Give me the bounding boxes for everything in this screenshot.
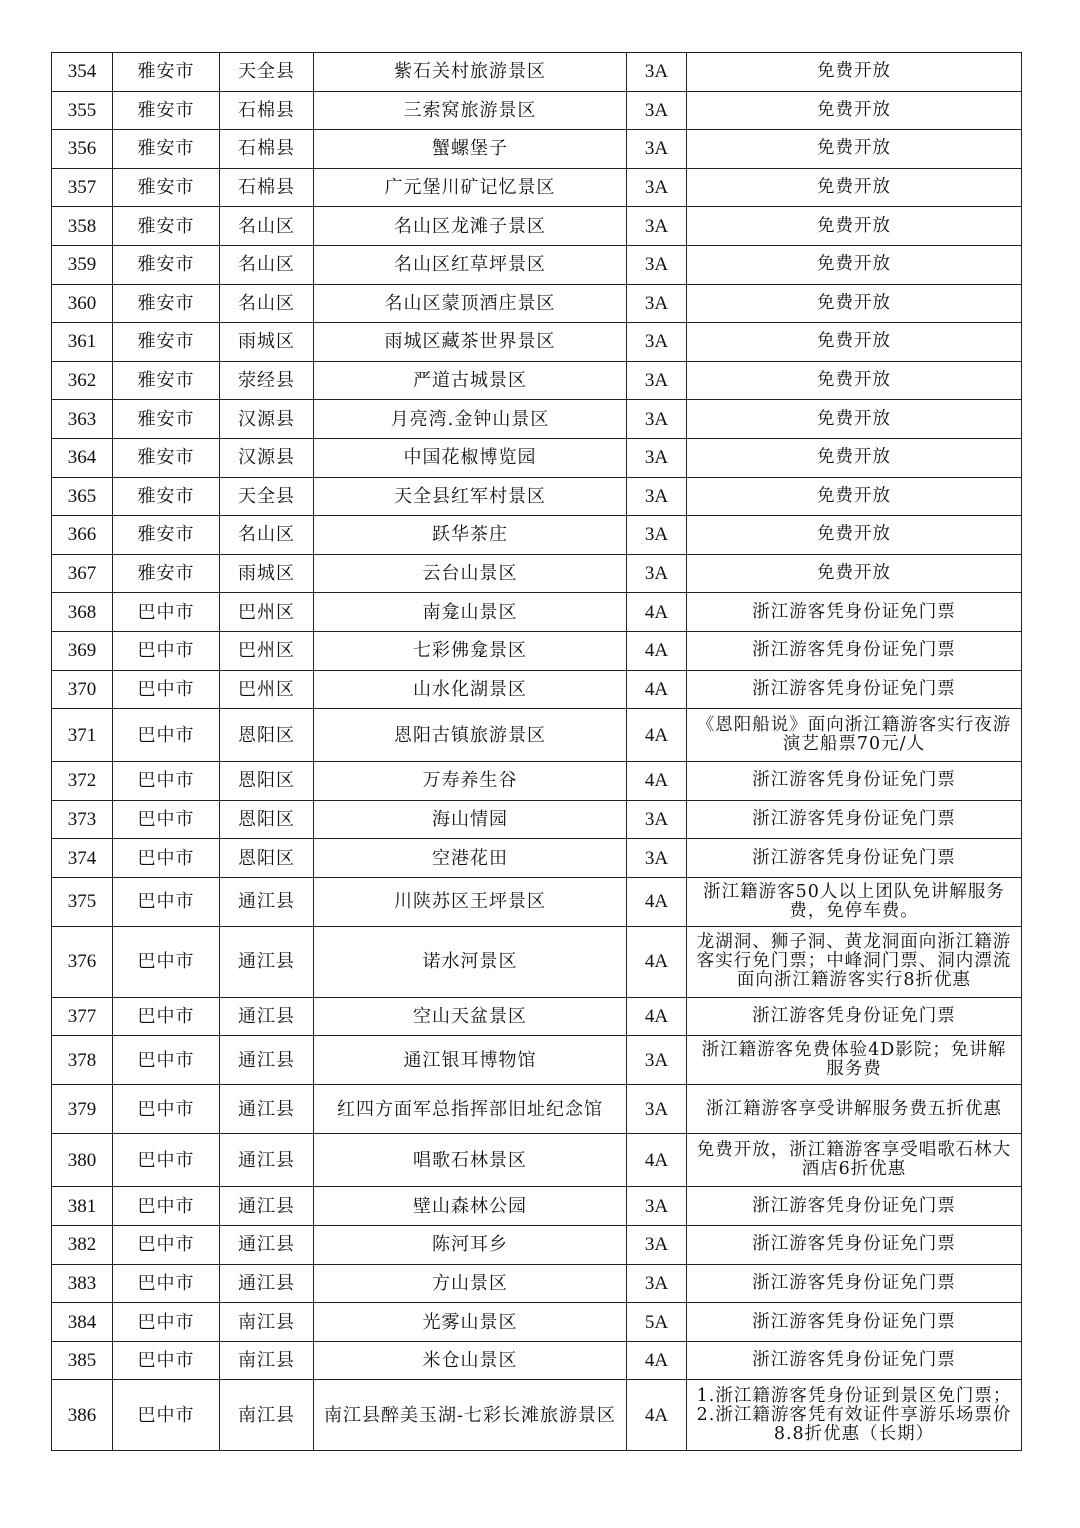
row-number-cell: 383 [52,1264,113,1303]
city-cell: 巴中市 [113,877,220,926]
policy-cell: 浙江游客凭身份证免门票 [687,800,1022,839]
county-cell: 荥经县 [220,361,314,400]
grade-cell: 4A [627,709,687,762]
county-cell: 巴州区 [220,631,314,670]
city-cell: 雅安市 [113,361,220,400]
city-cell: 雅安市 [113,130,220,169]
table-row [52,1380,1022,1451]
scenic-spot-cell: 陈河耳乡 [314,1226,627,1265]
grade-cell: 3A [627,1264,687,1303]
policy-cell: 浙江游客凭身份证免门票 [687,1341,1022,1380]
grade-cell: 4A [627,877,687,926]
table-row [52,400,1022,439]
grade-cell: 4A [627,1341,687,1380]
row-number-cell: 366 [52,516,113,555]
table-row [52,1085,1022,1134]
scenic-spot-cell: 紫石关村旅游景区 [314,53,627,92]
county-cell: 通江县 [220,997,314,1036]
city-cell: 巴中市 [113,839,220,878]
city-cell: 雅安市 [113,477,220,516]
grade-cell: 3A [627,1187,687,1226]
policy-cell: 免费开放 [687,477,1022,516]
policy-cell: 浙江籍游客50人以上团队免讲解服务费，免停车费。 [687,877,1022,926]
city-cell: 巴中市 [113,631,220,670]
table-row [52,438,1022,477]
row-number-cell: 357 [52,168,113,207]
table-row [52,361,1022,400]
table-row [52,207,1022,246]
table-row [52,130,1022,169]
policy-cell: 浙江游客凭身份证免门票 [687,1303,1022,1342]
policy-cell: 免费开放 [687,91,1022,130]
row-number-cell: 379 [52,1085,113,1134]
scenic-spot-cell: 七彩佛龛景区 [314,631,627,670]
policy-cell: 免费开放 [687,400,1022,439]
row-number-cell: 363 [52,400,113,439]
grade-cell: 4A [627,670,687,709]
city-cell: 巴中市 [113,1036,220,1085]
policy-cell: 免费开放 [687,554,1022,593]
county-cell: 通江县 [220,877,314,926]
grade-cell: 3A [627,1085,687,1134]
row-number-cell: 371 [52,709,113,762]
county-cell: 雨城区 [220,323,314,362]
city-cell: 巴中市 [113,593,220,632]
county-cell: 通江县 [220,1085,314,1134]
row-number-cell: 360 [52,284,113,323]
city-cell: 巴中市 [113,1226,220,1265]
scenic-spot-cell: 海山情园 [314,800,627,839]
row-number-cell: 359 [52,245,113,284]
table-row [52,877,1022,926]
scenic-spot-cell: 雨城区藏茶世界景区 [314,323,627,362]
policy-cell: 1.浙江籍游客凭身份证到景区免门票；2.浙江籍游客凭有效证件享游乐场票价8.8折优惠（长期） [687,1380,1022,1451]
policy-cell: 浙江游客凭身份证免门票 [687,593,1022,632]
county-cell: 名山区 [220,207,314,246]
grade-cell: 3A [627,1036,687,1085]
table-row [52,1341,1022,1380]
grade-cell: 4A [627,1380,687,1451]
grade-cell: 3A [627,284,687,323]
policy-cell: 免费开放 [687,323,1022,362]
city-cell: 巴中市 [113,1341,220,1380]
county-cell: 天全县 [220,477,314,516]
table-row [52,1264,1022,1303]
county-cell: 通江县 [220,926,314,997]
city-cell: 雅安市 [113,284,220,323]
city-cell: 巴中市 [113,670,220,709]
row-number-cell: 376 [52,926,113,997]
grade-cell: 4A [627,926,687,997]
grade-cell: 3A [627,361,687,400]
county-cell: 天全县 [220,53,314,92]
table-row [52,245,1022,284]
grade-cell: 3A [627,400,687,439]
policy-cell: 浙江籍游客免费体验4D影院；免讲解服务费 [687,1036,1022,1085]
scenic-spot-cell: 三索窝旅游景区 [314,91,627,130]
county-cell: 名山区 [220,245,314,284]
grade-cell: 3A [627,477,687,516]
grade-cell: 3A [627,438,687,477]
policy-cell: 免费开放 [687,438,1022,477]
scenic-spot-cell: 唱歌石林景区 [314,1134,627,1187]
table-row [52,284,1022,323]
row-number-cell: 384 [52,1303,113,1342]
policy-cell: 浙江游客凭身份证免门票 [687,762,1022,801]
city-cell: 雅安市 [113,554,220,593]
scenic-spot-cell: 空港花田 [314,839,627,878]
row-number-cell: 362 [52,361,113,400]
city-cell: 雅安市 [113,323,220,362]
scenic-spot-cell: 空山天盆景区 [314,997,627,1036]
grade-cell: 4A [627,1134,687,1187]
city-cell: 巴中市 [113,709,220,762]
table-body [52,53,1022,1451]
scenic-spot-cell: 天全县红军村景区 [314,477,627,516]
table-row [52,1303,1022,1342]
scenic-spot-cell: 月亮湾.金钟山景区 [314,400,627,439]
row-number-cell: 372 [52,762,113,801]
grade-cell: 3A [627,130,687,169]
scenic-spot-cell: 名山区蒙顶酒庄景区 [314,284,627,323]
policy-cell: 龙湖洞、狮子洞、黄龙洞面向浙江籍游客实行免门票；中峰洞门票、洞内漂流面向浙江籍游客实行8折优惠 [687,926,1022,997]
scenic-spot-cell: 红四方面军总指挥部旧址纪念馆 [314,1085,627,1134]
city-cell: 巴中市 [113,926,220,997]
policy-cell: 免费开放 [687,284,1022,323]
city-cell: 雅安市 [113,53,220,92]
table-row [52,554,1022,593]
policy-cell: 免费开放 [687,168,1022,207]
grade-cell: 3A [627,323,687,362]
scenic-spot-cell: 中国花椒博览园 [314,438,627,477]
policy-cell: 浙江游客凭身份证免门票 [687,997,1022,1036]
county-cell: 汉源县 [220,438,314,477]
city-cell: 巴中市 [113,1134,220,1187]
county-cell: 南江县 [220,1380,314,1451]
grade-cell: 3A [627,53,687,92]
policy-cell: 浙江游客凭身份证免门票 [687,839,1022,878]
table-row [52,1187,1022,1226]
row-number-cell: 365 [52,477,113,516]
county-cell: 恩阳区 [220,762,314,801]
table-row [52,709,1022,762]
city-cell: 雅安市 [113,516,220,555]
county-cell: 恩阳区 [220,839,314,878]
table-row [52,168,1022,207]
policy-cell: 浙江游客凭身份证免门票 [687,670,1022,709]
grade-cell: 5A [627,1303,687,1342]
county-cell: 通江县 [220,1187,314,1226]
scenic-spot-cell: 壁山森林公园 [314,1187,627,1226]
city-cell: 巴中市 [113,800,220,839]
row-number-cell: 356 [52,130,113,169]
scenic-spot-cell: 万寿养生谷 [314,762,627,801]
county-cell: 名山区 [220,516,314,555]
city-cell: 巴中市 [113,1187,220,1226]
table-row [52,800,1022,839]
row-number-cell: 378 [52,1036,113,1085]
row-number-cell: 373 [52,800,113,839]
policy-cell: 浙江游客凭身份证免门票 [687,631,1022,670]
scenic-spot-cell: 光雾山景区 [314,1303,627,1342]
grade-cell: 4A [627,593,687,632]
policy-cell: 浙江籍游客享受讲解服务费五折优惠 [687,1085,1022,1134]
policy-cell: 免费开放 [687,53,1022,92]
row-number-cell: 355 [52,91,113,130]
scenic-spot-cell: 严道古城景区 [314,361,627,400]
city-cell: 雅安市 [113,400,220,439]
scenic-spot-cell: 南龛山景区 [314,593,627,632]
county-cell: 石棉县 [220,130,314,169]
table-row [52,53,1022,92]
city-cell: 巴中市 [113,1380,220,1451]
county-cell: 南江县 [220,1303,314,1342]
scenic-spot-cell: 跃华茶庄 [314,516,627,555]
row-number-cell: 377 [52,997,113,1036]
scenic-spot-cell: 诺水河景区 [314,926,627,997]
county-cell: 通江县 [220,1036,314,1085]
grade-cell: 3A [627,839,687,878]
scenic-spot-cell: 米仓山景区 [314,1341,627,1380]
county-cell: 巴州区 [220,593,314,632]
county-cell: 巴州区 [220,670,314,709]
scenic-spot-cell: 蟹螺堡子 [314,130,627,169]
row-number-cell: 385 [52,1341,113,1380]
grade-cell: 4A [627,997,687,1036]
city-cell: 雅安市 [113,438,220,477]
scenic-spot-cell: 云台山景区 [314,554,627,593]
table-row [52,323,1022,362]
row-number-cell: 369 [52,631,113,670]
grade-cell: 3A [627,245,687,284]
county-cell: 通江县 [220,1264,314,1303]
row-number-cell: 375 [52,877,113,926]
scenic-spot-cell: 名山区红草坪景区 [314,245,627,284]
row-number-cell: 382 [52,1226,113,1265]
policy-cell: 浙江游客凭身份证免门票 [687,1187,1022,1226]
policy-cell: 浙江游客凭身份证免门票 [687,1226,1022,1265]
county-cell: 通江县 [220,1226,314,1265]
policy-cell: 《恩阳船说》面向浙江籍游客实行夜游演艺船票70元/人 [687,709,1022,762]
table-row [52,1226,1022,1265]
county-cell: 恩阳区 [220,709,314,762]
city-cell: 巴中市 [113,1085,220,1134]
row-number-cell: 370 [52,670,113,709]
scenic-spot-table [51,52,1022,1451]
city-cell: 巴中市 [113,762,220,801]
grade-cell: 4A [627,631,687,670]
table-row [52,762,1022,801]
scenic-spot-cell: 广元堡川矿记忆景区 [314,168,627,207]
row-number-cell: 367 [52,554,113,593]
county-cell: 通江县 [220,1134,314,1187]
county-cell: 恩阳区 [220,800,314,839]
county-cell: 雨城区 [220,554,314,593]
county-cell: 南江县 [220,1341,314,1380]
policy-cell: 免费开放，浙江籍游客享受唱歌石林大酒店6折优惠 [687,1134,1022,1187]
policy-cell: 免费开放 [687,130,1022,169]
table-row [52,631,1022,670]
scenic-spot-cell: 恩阳古镇旅游景区 [314,709,627,762]
table-row [52,997,1022,1036]
policy-cell: 免费开放 [687,516,1022,555]
policy-cell: 免费开放 [687,245,1022,284]
city-cell: 雅安市 [113,207,220,246]
city-cell: 雅安市 [113,245,220,284]
row-number-cell: 361 [52,323,113,362]
row-number-cell: 368 [52,593,113,632]
row-number-cell: 354 [52,53,113,92]
table-row [52,926,1022,997]
scenic-spot-cell: 南江县醉美玉湖-七彩长滩旅游景区 [314,1380,627,1451]
city-cell: 雅安市 [113,91,220,130]
table-row [52,516,1022,555]
county-cell: 名山区 [220,284,314,323]
scenic-spot-cell: 方山景区 [314,1264,627,1303]
city-cell: 巴中市 [113,1264,220,1303]
table-row [52,477,1022,516]
grade-cell: 3A [627,168,687,207]
table-row [52,1036,1022,1085]
grade-cell: 4A [627,762,687,801]
city-cell: 巴中市 [113,997,220,1036]
policy-cell: 免费开放 [687,207,1022,246]
scenic-spot-cell: 山水化湖景区 [314,670,627,709]
grade-cell: 3A [627,554,687,593]
county-cell: 石棉县 [220,91,314,130]
row-number-cell: 380 [52,1134,113,1187]
city-cell: 雅安市 [113,168,220,207]
grade-cell: 3A [627,800,687,839]
policy-cell: 浙江游客凭身份证免门票 [687,1264,1022,1303]
table-row [52,839,1022,878]
table-row [52,670,1022,709]
grade-cell: 3A [627,207,687,246]
county-cell: 汉源县 [220,400,314,439]
table-row [52,1134,1022,1187]
county-cell: 石棉县 [220,168,314,207]
row-number-cell: 386 [52,1380,113,1451]
scenic-spot-cell: 川陕苏区王坪景区 [314,877,627,926]
scenic-spot-cell: 通江银耳博物馆 [314,1036,627,1085]
scenic-spot-cell: 名山区龙滩子景区 [314,207,627,246]
table-row [52,593,1022,632]
row-number-cell: 374 [52,839,113,878]
grade-cell: 3A [627,516,687,555]
table-row [52,91,1022,130]
grade-cell: 3A [627,91,687,130]
grade-cell: 3A [627,1226,687,1265]
policy-cell: 免费开放 [687,361,1022,400]
row-number-cell: 381 [52,1187,113,1226]
row-number-cell: 358 [52,207,113,246]
city-cell: 巴中市 [113,1303,220,1342]
row-number-cell: 364 [52,438,113,477]
